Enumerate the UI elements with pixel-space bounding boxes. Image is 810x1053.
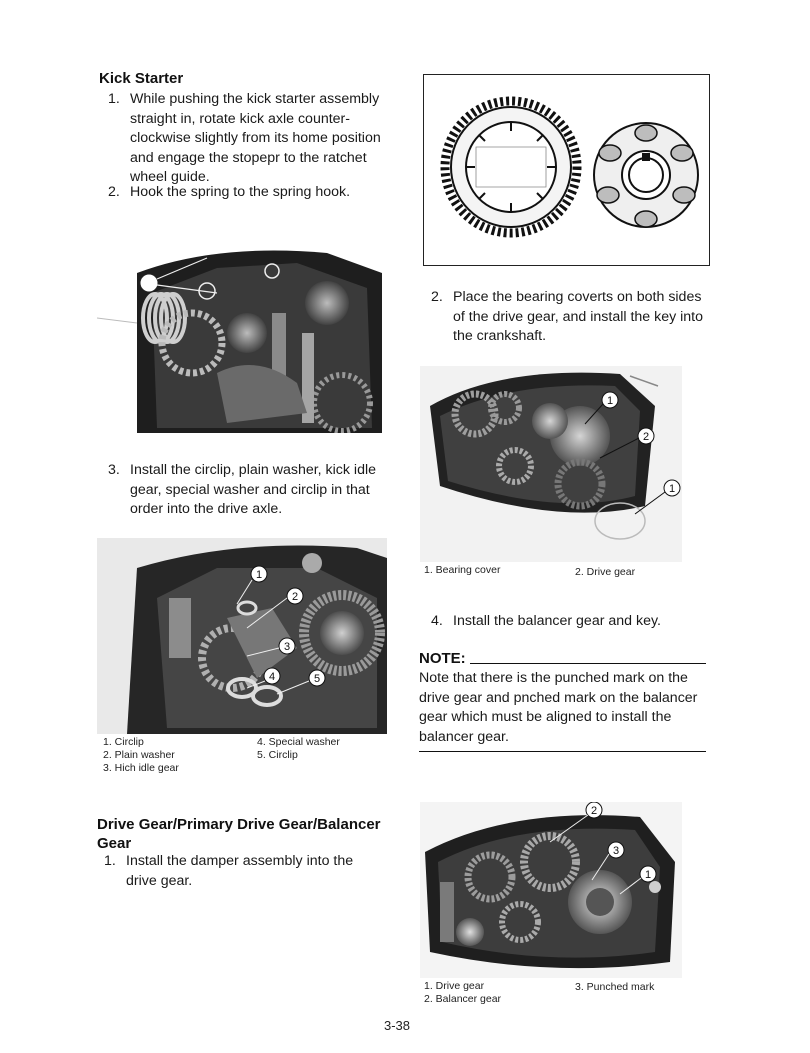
balancer-gear-photo xyxy=(420,802,682,978)
callout-4: 4 xyxy=(268,671,276,683)
text-line: Install the damper assembly into the xyxy=(126,853,354,869)
page-number: 3-38 xyxy=(384,1018,411,1033)
note-bottom-rule xyxy=(419,751,706,752)
drive-gear-heading xyxy=(97,815,381,853)
callout-1b: 1 xyxy=(668,483,676,495)
callout-1: 1 xyxy=(255,569,263,581)
bearing-cover-photo xyxy=(420,366,682,562)
callout-2: 2 xyxy=(590,805,598,817)
text-line: gear which must be aligned to install the xyxy=(419,709,672,725)
callout-3: 3 xyxy=(283,641,291,653)
text-line: Place the bearing coverts on both sides xyxy=(453,289,702,305)
kick-starter-photo xyxy=(97,233,387,433)
caption-balancer-gear: 2. Balancer gear xyxy=(424,993,502,1005)
caption-circlip: 1. Circlip xyxy=(103,736,144,748)
text-line: While pushing the kick starter assembly xyxy=(130,91,380,107)
step-number: 4. xyxy=(431,613,443,629)
callout-5: 5 xyxy=(313,673,321,685)
note-label: NOTE: xyxy=(419,650,466,667)
step-number: 3. xyxy=(108,462,120,478)
text-line: Install the balancer gear and key. xyxy=(453,613,661,629)
step-number: 2. xyxy=(108,184,120,200)
step-number: 1. xyxy=(104,853,116,869)
caption-punched-mark: 3. Punched mark xyxy=(575,981,655,993)
heading-line: Gear xyxy=(97,835,132,852)
text-line: clockwise slightly from its home position xyxy=(130,130,381,146)
text-line: order into the drive axle. xyxy=(130,501,283,517)
caption-plain-washer: 2. Plain washer xyxy=(103,749,175,761)
step-number: 2. xyxy=(431,289,443,305)
note-body xyxy=(419,669,706,747)
text-line: and engage the stopepr to the ratchet xyxy=(130,149,367,166)
text-line: wheel guide. xyxy=(130,169,210,185)
callout-2: 2 xyxy=(291,591,299,603)
callout-2: 2 xyxy=(642,431,650,443)
text-line: Install the circlip, plain washer, kick idle xyxy=(130,462,377,478)
text-line: straight in, rotate kick axle counter- xyxy=(130,110,351,127)
text-line: Hook the spring to the spring hook. xyxy=(130,184,351,200)
caption-drive-gear: 2. Drive gear xyxy=(575,566,636,578)
caption-special-washer: 4. Special washer xyxy=(257,736,340,748)
step-number: 1. xyxy=(108,91,120,107)
text-line: the crankshaft. xyxy=(453,328,547,344)
callout-1: 1 xyxy=(606,395,614,407)
note-top-rule xyxy=(470,663,706,664)
idle-gear-photo xyxy=(97,538,387,734)
text-line: of the drive gear, and install the key into xyxy=(453,308,704,325)
caption-circlip-2: 5. Circlip xyxy=(257,749,298,761)
caption-bearing-cover: 1. Bearing cover xyxy=(424,564,501,576)
text-line: Note that there is the punched mark on the xyxy=(419,670,688,686)
callout-3: 3 xyxy=(612,845,620,857)
text-line: balancer gear. xyxy=(419,728,509,745)
callout-1: 1 xyxy=(644,869,652,881)
text-line: drive gear and pnched mark on the balancer xyxy=(419,689,698,706)
heading-line: Drive Gear/Primary Drive Gear/Balancer xyxy=(97,816,381,833)
kick-starter-heading: Kick Starter xyxy=(99,70,184,87)
caption-drive-gear-2: 1. Drive gear xyxy=(424,980,485,992)
gear-and-damper-figure xyxy=(423,74,710,266)
text-line: gear, special washer and circlip in that xyxy=(130,481,370,498)
caption-idle-gear: 3. Hich idle gear xyxy=(103,762,179,774)
text-line: drive gear. xyxy=(126,872,193,889)
